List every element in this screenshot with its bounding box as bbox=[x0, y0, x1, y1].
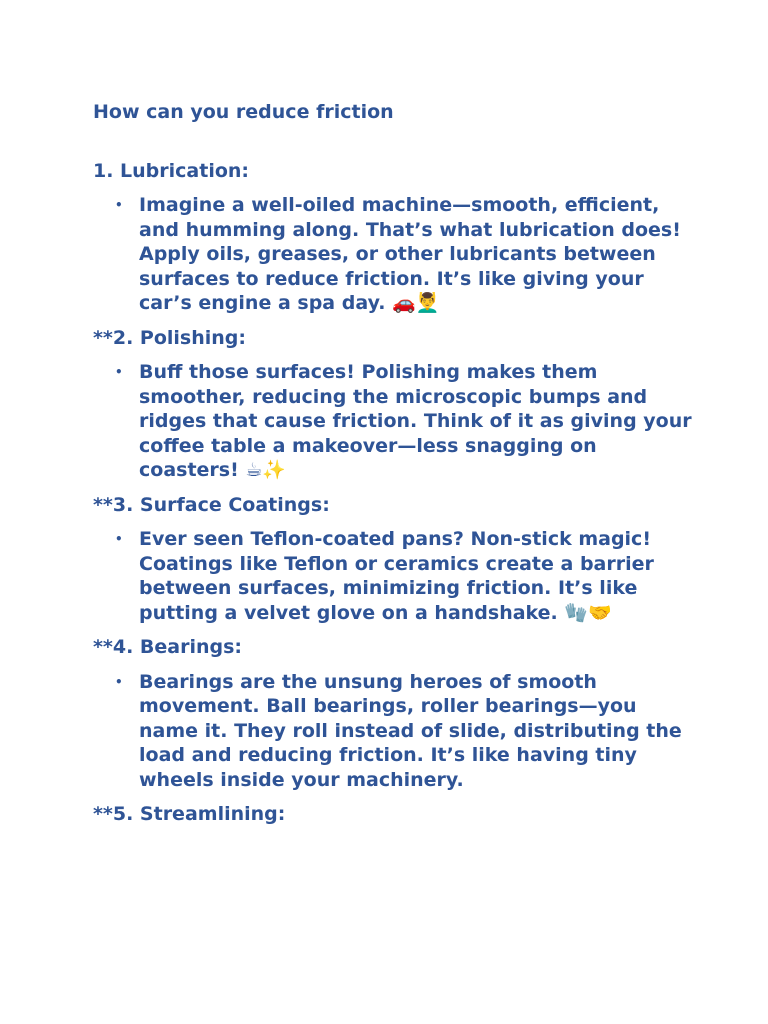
document-page bbox=[93, 100, 693, 837]
bullet-text: Buff those surfaces! Polishing makes them smoother, reducing the microscopic bumps and ridges that cause friction. Think of it as giving your coffee table a makeover—less snagging on coasters! ☕✨ bbox=[139, 361, 692, 481]
section-heading-lubrication: 1. Lubrication: bbox=[93, 159, 250, 182]
bullet-list-polishing bbox=[93, 360, 693, 483]
list-item bbox=[93, 527, 693, 625]
bullet-marker: • bbox=[115, 532, 123, 546]
list-item bbox=[93, 360, 693, 483]
bullet-list-lubrication bbox=[93, 193, 693, 316]
document-title: How can you reduce friction bbox=[93, 101, 394, 123]
section-heading-streamlining: **5. Streamlining: bbox=[93, 803, 286, 825]
list-item bbox=[93, 670, 693, 793]
bullet-marker: • bbox=[115, 674, 123, 689]
bullet-text: Imagine a well-oiled machine—smooth, efficient, and humming along. That’s what lubrication does! Apply oils, greases, or other lubricants between surfaces to reduce friction. It’s like giving your car’s engine a spa day. 🚗💆‍♂️ bbox=[139, 194, 681, 314]
bullet-list-surface-coatings bbox=[93, 527, 693, 625]
section-heading-bearings: **4. Bearings: bbox=[93, 636, 243, 658]
bullet-marker: • bbox=[115, 365, 123, 379]
section-heading-surface-coatings: **3. Surface Coatings: bbox=[93, 493, 330, 516]
bullet-text: Bearings are the unsung heroes of smooth movement. Ball bearings, roller bearings—you name it. They roll instead of slide, distributing the load and reducing friction. It’s like having tiny wheels inside your machinery. bbox=[139, 670, 682, 791]
bullet-marker: • bbox=[115, 198, 123, 212]
section-heading-polishing: **2. Polishing: bbox=[93, 326, 247, 349]
bullet-list-bearings bbox=[93, 670, 693, 793]
bullet-text: Ever seen Teflon-coated pans? Non-stick magic! Coatings like Teflon or ceramics create a barrier between surfaces, minimizing friction. It’s like putting a velvet glove on a handshake. 🧤🤝 bbox=[139, 528, 654, 624]
list-item bbox=[93, 193, 693, 316]
